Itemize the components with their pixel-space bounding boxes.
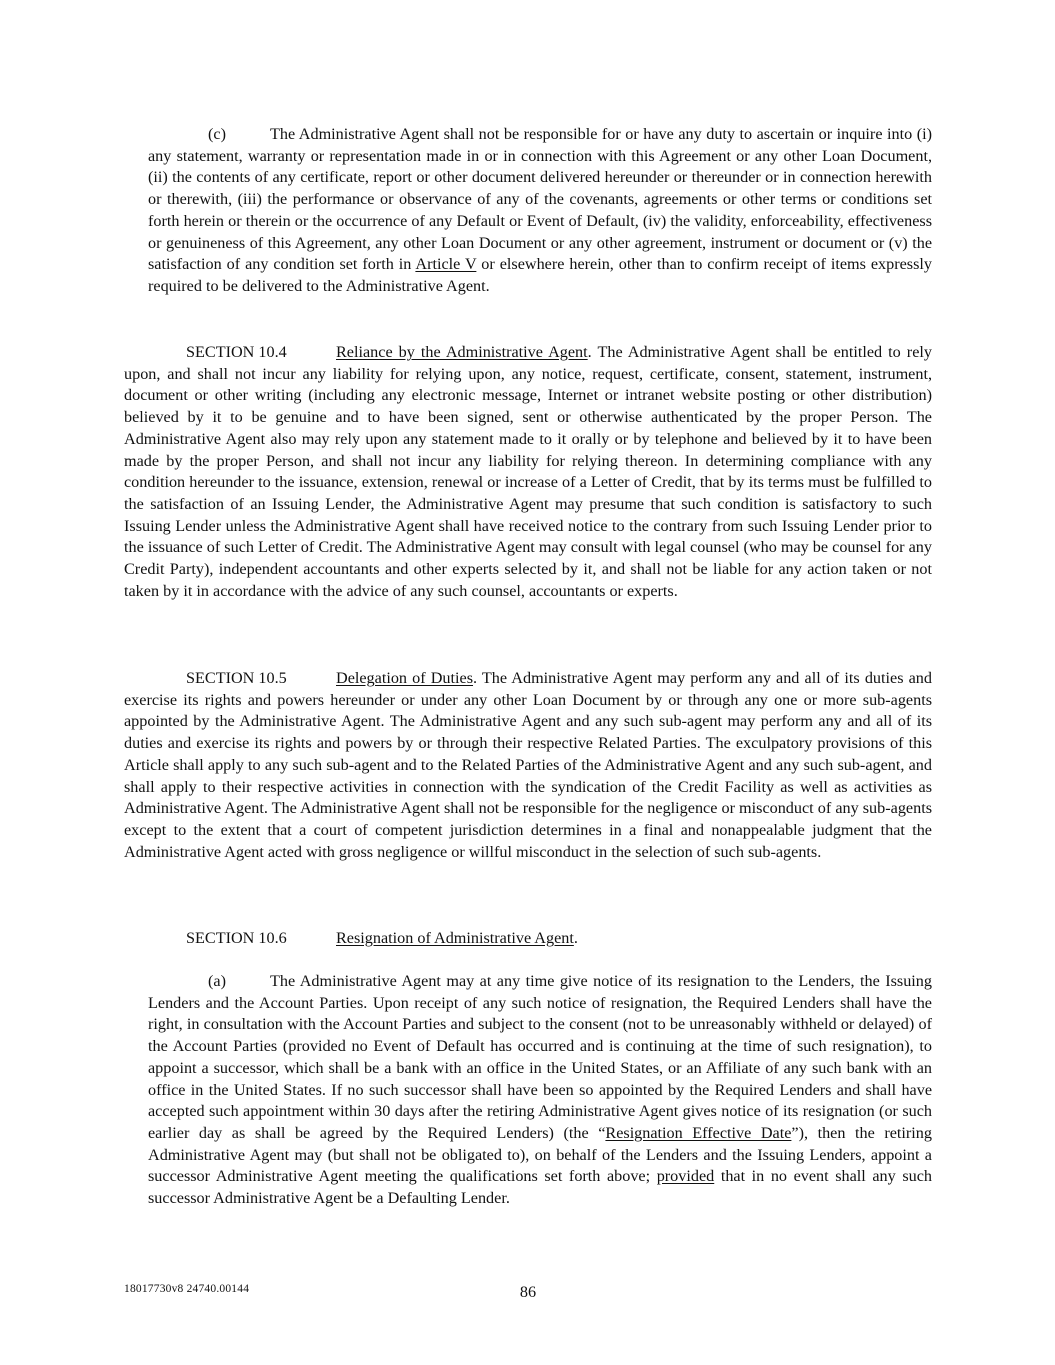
section-10-6-title: Resignation of Administrative Agent [336,929,574,947]
section-10-5-body: . The Administrative Agent may perform any and all of its duties and exercise its rights and powers hereunder or under any other Loan Document by or through any one or more sub-agents appointed by the Administrative Agent. The Administrative Agent and any such sub-agent may perform any and all of its duties and exercise its rights and powers by or through their respective Related Parties. The exculpatory provisions of this Article shall apply to any such sub-agent and to the Related Parties of the Administrative Agent and any such sub-agent, and shall apply to their respective activities in connection with the syndication of the Credit Facility as well as activities as Administrative Agent. The Administrative Agent shall not be responsible for the negligence or misconduct of any sub-agents except to the extent that a court of competent jurisdiction determines in a final and nonappealable judgment that the Administrative Agent acted with gross negligence or willful misconduct in the selection of such sub-agents. [124,669,932,861]
footer-document-id: 18017730v8 24740.00144 [124,1283,250,1295]
paragraph-a-text-1: The Administrative Agent may at any time give notice of its resignation to the Lenders, the Issuing Lenders and the Account Parties. Upon receipt of any such notice of resignation, the Required Lenders shall have the right, in consultation with the Account Parties and subject to the consent (not to be unreasonably withheld or delayed) of the Account Parties (provided no Event of Default has occurred and is continuing at the time of such resignation), to appoint a successor, which shall be a bank with an office in the United States, or an Affiliate of any such bank with an office in the United States. If no such successor shall have been so appointed by the Required Lenders and shall have accepted such appointment within 30 days after the retiring Administrative Agent gives notice of its resignation (or such earlier day as shall be agreed by the Required Lenders) (the “ [148,972,932,1142]
paragraph-c-text-1: The Administrative Agent shall not be responsible for or have any duty to ascertain or inquire into (i) any statement, warranty or representation made in or in connection with this Agreement or any other Loan Document, (ii) the contents of any certificate, report or other document delivered hereunder or thereunder or in connection herewith or therewith, (iii) the performance or observance of any of the covenants, agreements or other terms or conditions set forth herein or therein or the occurrence of any Default or Event of Default, (iv) the validity, enforceability, effectiveness or genuineness of this Agreement, any other Loan Document or any other agreement, instrument or document or (v) the satisfaction of any condition set forth in [148,125,932,274]
section-10-4-title: Reliance by the Administrative Agent [336,343,588,361]
provided-term: provided [656,1167,715,1186]
section-10-4 [124,342,932,602]
article-v-reference: Article V [415,255,477,274]
section-10-6-period: . [573,929,578,947]
section-10-6-number: SECTION 10.6 [186,929,287,947]
section-10-4-number: SECTION 10.4 [186,343,287,361]
paragraph-a-text-3: that in no event shall any such successor Administrative Agent be a Defaulting Lender. [148,1167,932,1208]
paragraph-a-label: (a) [208,972,226,990]
paragraph-c-label: (c) [208,125,226,143]
section-10-4-body: . The Administrative Agent shall be entitled to rely upon, and shall not incur any liability for relying upon, any notice, request, certificate, consent, statement, instrument, document or other writing (including any electronic message, Internet or intranet website posting or other distribution) believed by it to be genuine and to have been signed, sent or otherwise authenticated by the proper Person. The Administrative Agent also may rely upon any statement made to it orally or by telephone and believed by it to have been made by the proper Person, and shall not incur any liability for relying thereon. In determining compliance with any condition hereunder to the issuance, extension, renewal or increase of a Letter of Credit, that by its terms must be fulfilled to the satisfaction of an Issuing Lender, the Administrative Agent may presume that such condition is satisfactory to such Issuing Lender unless the Administrative Agent shall have received notice to the contrary from such Issuing Lender prior to the issuance of such Letter of Credit. The Administrative Agent may consult with legal counsel (who may be counsel for any Credit Party), independent accountants and other experts selected by it, and shall not be liable for any action taken or not taken by it in accordance with the advice of any such counsel, accountants or experts. [124,343,932,600]
paragraph-a-text-2: ”), then the retiring Administrative Agent may (but shall not be obligated to), on behalf of the Lenders and the Issuing Lenders, appoint a successor Administrative Agent meeting the qualifications set forth above; [148,1123,932,1186]
paragraph-c [148,124,932,298]
footer-page-number: 86 [519,1283,537,1301]
section-10-5 [124,668,932,863]
paragraph-c-text-2: or elsewhere herein, other than to confirm receipt of items expressly required to be delivered to the Administrative Agent. [148,255,932,295]
resignation-effective-date-term: Resignation Effective Date [605,1123,792,1142]
section-10-5-number: SECTION 10.5 [186,669,287,687]
paragraph-a [148,971,932,1210]
section-10-6-heading [124,928,932,950]
section-10-5-title: Delegation of Duties [336,669,474,687]
